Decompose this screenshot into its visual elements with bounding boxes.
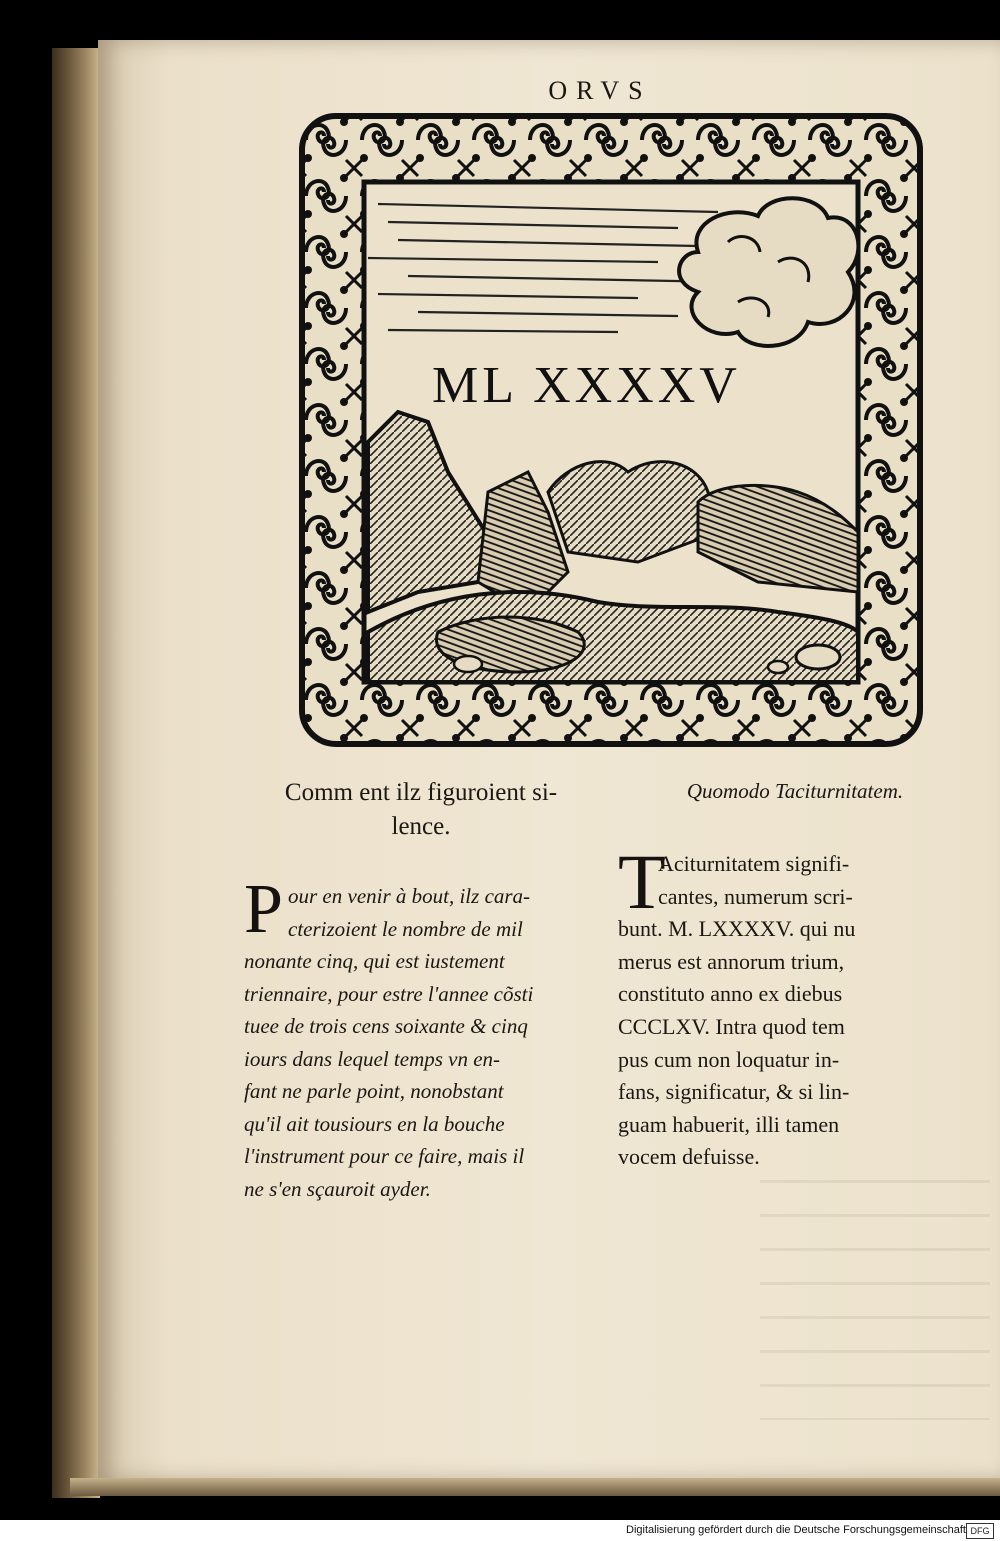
- latin-line: CCCLXV. Intra quod tem: [618, 1013, 845, 1039]
- french-line: cterizoient le nombre de mil: [288, 916, 523, 941]
- french-dropcap: P: [244, 871, 283, 948]
- running-head: ORVS: [548, 76, 652, 105]
- latin-line: vocem defuisse.: [618, 1144, 760, 1170]
- latin-dropcap: T: [618, 838, 666, 925]
- french-heading-line: Comm ent ilz figuroient si-: [284, 779, 558, 806]
- woodcut-illustration: [298, 112, 924, 748]
- french-line: our en venir à bout, ilz cara-: [288, 884, 531, 908]
- latin-body: [618, 838, 974, 1174]
- french-heading-line: lence.: [391, 813, 451, 840]
- french-line: triennaire, pour estre l'annee cõsti: [244, 981, 534, 1006]
- french-line: l'instrument pour ce faire, mais il: [244, 1144, 525, 1168]
- page-bottom-edge: [70, 1478, 1000, 1496]
- french-line: qu'il ait tousiours en la bouche: [244, 1111, 505, 1136]
- french-line: tuee de trois cens soixante & cinq: [244, 1014, 528, 1038]
- latin-line: constituto anno ex diebus: [618, 981, 843, 1007]
- latin-line: guam habuerit, illi tamen: [618, 1111, 840, 1137]
- show-through-text: [760, 1180, 990, 1420]
- book-edge: [52, 48, 100, 1498]
- latin-line: fans, significatur, & si lin-: [618, 1079, 850, 1105]
- woodcut-numeral: ML XXXXV: [432, 357, 741, 414]
- french-line: nonante cinq, qui est iustement: [244, 949, 505, 973]
- french-line: ne s'en sçauroit ayder.: [244, 1176, 431, 1201]
- latin-line: Aciturnitatem signifi-: [658, 851, 850, 876]
- french-line: fant ne parle point, nonobstant: [244, 1079, 504, 1103]
- french-heading: [226, 776, 616, 844]
- latin-heading: Quomodo Taciturnitatem.: [686, 779, 904, 803]
- digitization-credit: Digitalisierung gefördert durch die Deutsche Forschungsgemeinschaft: [0, 1520, 1000, 1541]
- woodcut-svg: [298, 112, 924, 748]
- french-line: iours dans lequel temps vn en-: [244, 1046, 501, 1071]
- latin-line: merus est annorum trium,: [618, 948, 845, 974]
- french-body: [244, 871, 596, 1205]
- latin-line: bunt. M. LXXXXV. qui nu: [618, 916, 856, 942]
- latin-line: pus cum non loquatur in-: [618, 1046, 840, 1072]
- dfg-logo: DFG: [966, 1523, 994, 1539]
- latin-line: cantes, numerum scri-: [658, 883, 853, 909]
